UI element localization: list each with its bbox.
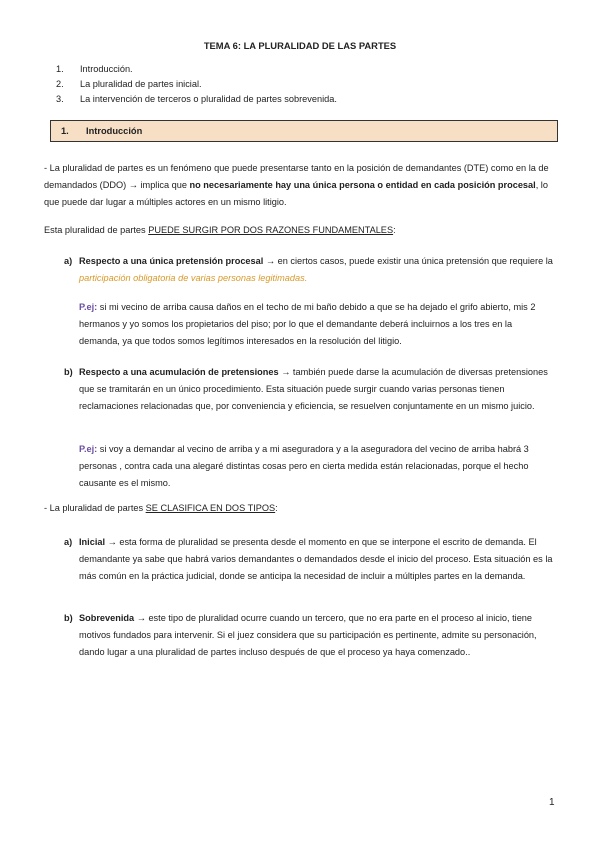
page-number: 1 — [549, 797, 555, 808]
section-number: 1. — [61, 126, 69, 136]
reason-a-example — [79, 299, 555, 350]
document-title: TEMA 6: LA PLURALIDAD DE LAS PARTES — [203, 40, 397, 51]
type-a-paragraph — [79, 534, 553, 585]
section-title: Introducción — [86, 126, 143, 136]
reason-a-text: → en ciertos casos, puede existir una única pretensión que requiere la — [263, 256, 553, 266]
type-a-text: → esta forma de pluralidad se presenta desde el momento en que se interpone el escrito de demanda. El demandante ya sabe que habrá varios demandantes o demandados desde el inicio del proceso. Esta situación es la más común en la práctica judicial, donde se anticipa la necesidad de incluir a múltiples partes en la demanda. — [79, 537, 553, 581]
reason-letter-b: b) — [64, 367, 73, 377]
classify-underlined: SE CLASIFICA EN DOS TIPOS — [145, 503, 276, 513]
toc-item-1 — [56, 64, 133, 74]
type-b-paragraph — [79, 610, 553, 661]
type-letter-b: b) — [64, 613, 73, 623]
toc-label: La intervención de terceros o pluralidad de partes sobrevenida. — [80, 94, 337, 104]
toc-item-2 — [56, 79, 202, 89]
reason-a-paragraph — [79, 253, 553, 287]
classify-text: - La pluralidad de partes — [44, 503, 146, 513]
classify-colon: : — [275, 503, 278, 513]
toc-number: 1. — [56, 64, 64, 74]
type-b-text: → este tipo de pluralidad ocurre cuando un tercero, que no era parte en el proceso al inicio, tiene motivos fundados para intervenir. Si el juez considera que su participación es pertinente, admite su personación, dando lugar a una pluralidad de partes incluso después de que el proceso ya haya comenzado.. — [79, 613, 537, 657]
type-a-title: Inicial — [79, 537, 106, 547]
type-letter-a: a) — [64, 537, 73, 547]
reason-a-title: Respecto a una única pretensión procesal — [79, 256, 264, 266]
reason-b-example — [79, 441, 553, 492]
toc-item-3 — [56, 94, 337, 104]
section-heading-box — [50, 120, 558, 142]
example-text: si voy a demandar al vecino de arriba y a mi aseguradora y a la aseguradora del vecino de arriba habrá 3 personas , contra cada una alegaré distintas cosas pero en cierta medida están relacionadas, porque el hecho causante es el mismo. — [79, 444, 529, 488]
intro-paragraph — [44, 160, 560, 211]
reasons-intro — [44, 222, 560, 239]
toc-number: 2. — [56, 79, 64, 89]
type-b-title: Sobrevenida — [79, 613, 135, 623]
reason-b-title: Respecto a una acumulación de pretensiones — [79, 367, 279, 377]
reason-a-highlight: participación obligatoria de varias personas legitimadas. — [79, 273, 308, 283]
example-label: P.ej: — [79, 444, 98, 454]
intro-text-end: , lo que puede dar lugar a múltiples actores en un mismo litigio. — [44, 180, 548, 207]
reason-letter-a: a) — [64, 256, 73, 266]
intro-text: - La pluralidad de partes es un fenómeno que puede presentarse tanto en la posición de demandantes (DTE) como en la de demandados (DDO) → implica que — [44, 163, 549, 190]
classify-intro — [44, 500, 560, 517]
reasons-colon: : — [393, 225, 396, 235]
reasons-intro-text: Esta pluralidad de partes — [44, 225, 149, 235]
reasons-underlined: PUEDE SURGIR POR DOS RAZONES FUNDAMENTALES — [148, 225, 394, 235]
reason-b-text: → también puede darse la acumulación de diversas pretensiones que se tramitarán en un único procedimiento. Esta situación puede surgir cuando varias personas tienen reclamaciones relacionadas que, por conveniencia y eficiencia, se resuelven conjuntamente en un mismo juicio. — [79, 367, 548, 411]
intro-emphasis: no necesariamente hay una única persona o entidad en cada posición procesal — [189, 180, 536, 190]
toc-number: 3. — [56, 94, 64, 104]
reason-b-paragraph — [79, 364, 553, 415]
example-label: P.ej: — [79, 302, 98, 312]
toc-label: La pluralidad de partes inicial. — [80, 79, 202, 89]
toc-label: Introducción. — [80, 64, 133, 74]
example-text: si mi vecino de arriba causa daños en el techo de mi baño debido a que se ha dejado el grifo abierto, mis 2 hermanos y yo somos los propietarios del piso; por lo que el demandante deberá incluirnos a los tres en la demanda, ya que todos somos legítimos interesados en la resolución del litigio. — [79, 302, 536, 346]
